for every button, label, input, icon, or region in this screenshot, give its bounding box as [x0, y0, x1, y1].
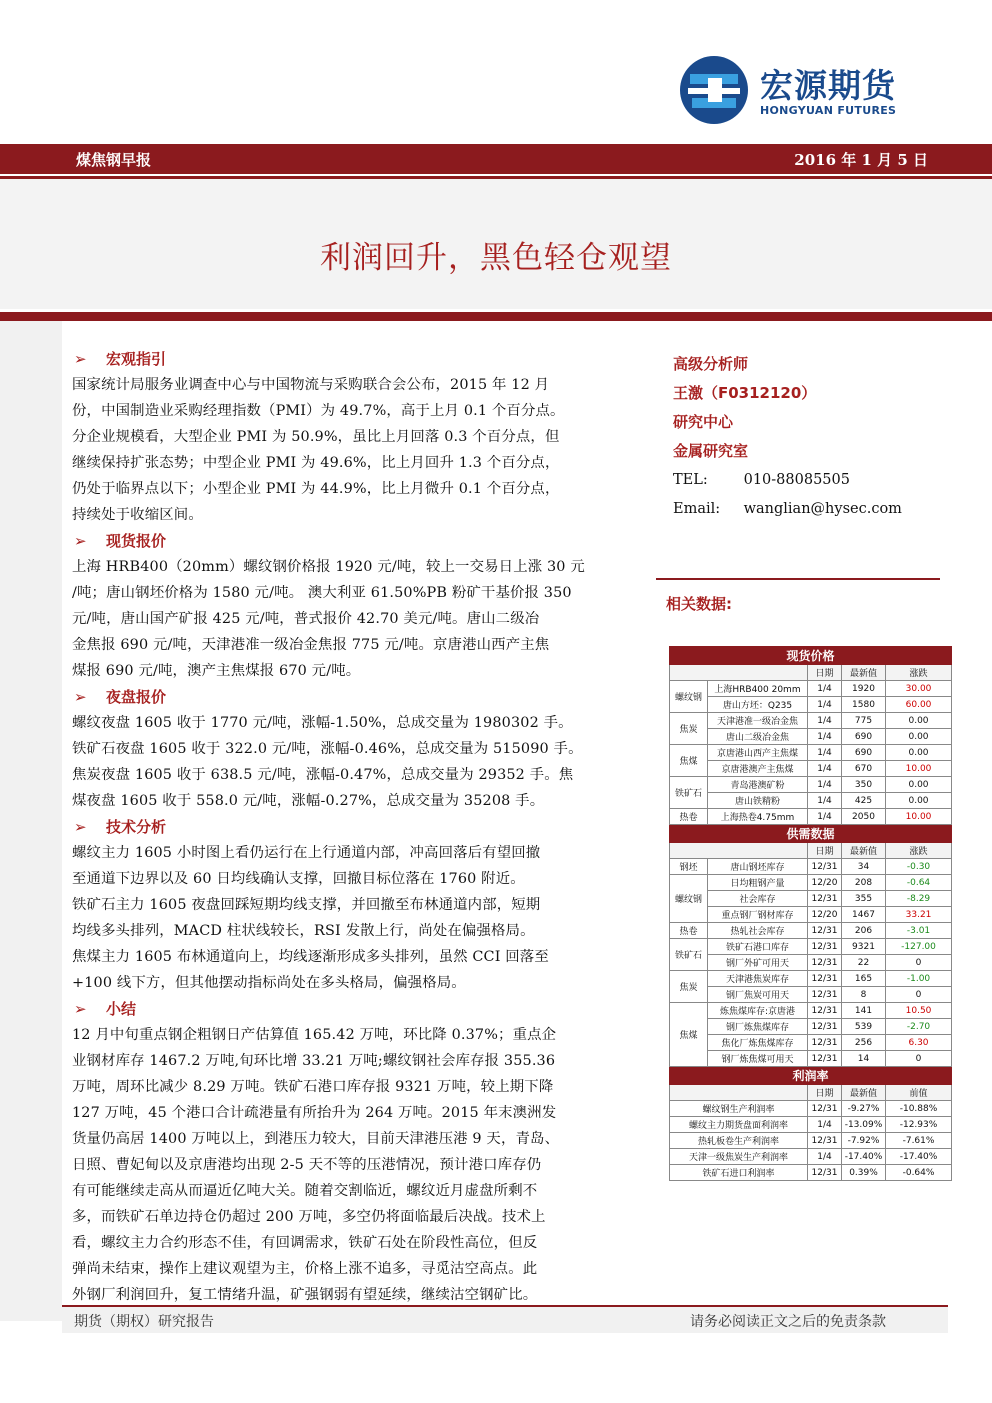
item-value: 34: [842, 859, 886, 875]
item-change: 0.00: [886, 793, 952, 809]
paragraph-line: +100 线下方，但其他摆动指标尚处在多头格局，偏强格局。: [72, 975, 466, 991]
item-change: 0: [886, 955, 952, 971]
item-name: 热轧板卷生产利润率: [670, 1133, 808, 1149]
table-section-title: [670, 647, 952, 665]
tel-value: 010-88085505: [743, 472, 850, 488]
item-change: -0.64: [886, 875, 952, 891]
item-change: 0.00: [886, 729, 952, 745]
paragraph-line: 至通道下边界以及 60 日均线确认支撑，回撤目标位落在 1760 附近。: [72, 871, 525, 887]
header-blank: [670, 843, 808, 859]
email-link[interactable]: wanglian@hysec.com: [743, 501, 902, 517]
item-change: -127.00: [886, 939, 952, 955]
arrow-bullet-icon: ➢: [74, 350, 87, 368]
item-previous: -10.88%: [886, 1101, 952, 1117]
item-date: 1/4: [808, 697, 842, 713]
item-value: 1920: [842, 681, 886, 697]
column-header: 最新值: [842, 1085, 886, 1101]
item-value: 670: [842, 761, 886, 777]
item-name: 钢厂炼焦煤可用天: [708, 1051, 808, 1067]
paragraph-line: 127 万吨，45 个港口合计疏港量有所抬升为 264 万吨。2015 年末澳洲发: [72, 1105, 557, 1121]
section-title-cell: 供需数据: [670, 825, 952, 843]
table-row: [670, 761, 952, 777]
section-paragraph: [72, 1022, 628, 1308]
paragraph-line: 元/吨，唐山国产矿报 425 元/吨，普式报价 42.70 美元/吨。唐山二级冶: [72, 611, 540, 627]
market-data-table: [669, 646, 952, 1181]
item-date: 12/31: [808, 1003, 842, 1019]
table-row: [670, 809, 952, 825]
table-row: [670, 987, 952, 1003]
table-row: [670, 1019, 952, 1035]
section-title-cell: 利润率: [670, 1067, 952, 1085]
item-date: 1/4: [808, 713, 842, 729]
section-heading: [72, 528, 628, 554]
table-row: [670, 777, 952, 793]
header-blank: [670, 665, 808, 681]
item-date: 1/4: [808, 1117, 842, 1133]
page-title: 利润回升，黑色轻仓观望: [320, 240, 672, 276]
item-name: 钢厂焦炭可用天: [708, 987, 808, 1003]
table-row: [670, 859, 952, 875]
item-date: 12/20: [808, 907, 842, 923]
item-previous: -7.61%: [886, 1133, 952, 1149]
item-name: 青岛港澳矿粉: [708, 777, 808, 793]
item-value: 141: [842, 1003, 886, 1019]
left-margin-band: [0, 321, 62, 1321]
table-row: [670, 1003, 952, 1019]
item-value: 1467: [842, 907, 886, 923]
item-date: 1/4: [808, 761, 842, 777]
paragraph-line: 国家统计局服务业调查中心与中国物流与采购联合会公布，2015 年 12 月: [72, 377, 550, 393]
section-heading: [72, 346, 628, 372]
item-date: 1/4: [808, 809, 842, 825]
title-divider: [0, 312, 992, 321]
table-row: [670, 1051, 952, 1067]
email-row: [673, 495, 933, 524]
item-value: 775: [842, 713, 886, 729]
item-date: 12/31: [808, 1035, 842, 1051]
item-name: 天津一级焦炭生产利润率: [670, 1149, 808, 1165]
item-change: -2.70: [886, 1019, 952, 1035]
item-name: 钢厂外矿可用天: [708, 955, 808, 971]
item-change: 0.00: [886, 713, 952, 729]
column-header: 日期: [808, 665, 842, 681]
table-row: [670, 1165, 952, 1181]
item-name: 唐山铁精粉: [708, 793, 808, 809]
footer-bar: [62, 1307, 948, 1333]
item-date: 12/31: [808, 955, 842, 971]
item-change: 30.00: [886, 681, 952, 697]
section-title: 技术分析: [106, 818, 167, 836]
column-header: 前值: [886, 1085, 952, 1101]
table-row: [670, 713, 952, 729]
section-title-cell: 现货价格: [670, 647, 952, 665]
table-row: [670, 681, 952, 697]
item-name: 炼焦煤库存:京唐港: [708, 1003, 808, 1019]
table-row: [670, 1101, 952, 1117]
analyst-sub-dept: 金属研究室: [673, 442, 749, 460]
table-row: [670, 697, 952, 713]
item-name: 螺纹主力期货盘面利润率: [670, 1117, 808, 1133]
item-value: 22: [842, 955, 886, 971]
item-date: 12/31: [808, 1019, 842, 1035]
item-date: 12/31: [808, 1165, 842, 1181]
table-row: [670, 1133, 952, 1149]
item-name: 唐山二级冶金焦: [708, 729, 808, 745]
logo-chinese-name: 宏源期货: [760, 66, 896, 105]
paragraph-line: 螺纹主力 1605 小时图上看仍运行在上行通道内部，冲高回落后有望回撤: [72, 845, 541, 861]
item-name: 社会库存: [708, 891, 808, 907]
table-section-title: [670, 1067, 952, 1085]
related-data-label: 相关数据:: [666, 595, 732, 613]
paragraph-line: 上海 HRB400（20mm）螺纹钢价格报 1920 元/吨，较上一交易日上涨 30 元: [72, 559, 585, 575]
category-cell: 热卷: [670, 809, 708, 825]
analyst-card: [673, 350, 933, 524]
paragraph-line: 有可能继续走高从而逼近亿吨大关。随着交割临近，螺纹近月虚盘所剩不: [72, 1183, 538, 1199]
item-value: 8: [842, 987, 886, 1003]
table-row: [670, 923, 952, 939]
arrow-bullet-icon: ➢: [74, 688, 87, 706]
table-header-row: [670, 665, 952, 681]
item-value: 2050: [842, 809, 886, 825]
item-name: 焦化厂炼焦煤库存: [708, 1035, 808, 1051]
header-blank: [670, 1085, 808, 1101]
arrow-bullet-icon: ➢: [74, 818, 87, 836]
item-value: 14: [842, 1051, 886, 1067]
table-section-title: [670, 825, 952, 843]
paragraph-line: 日照、曹妃甸以及京唐港均出现 2-5 天不等的压港情况，预计港口库存仍: [72, 1157, 542, 1173]
paragraph-line: 业钢材库存 1467.2 万吨,旬环比增 33.21 万吨;螺纹钢社会库存报 355.36: [72, 1053, 556, 1069]
table-row: [670, 891, 952, 907]
item-value: 425: [842, 793, 886, 809]
item-name: 天津港准一级冶金焦: [708, 713, 808, 729]
item-value: -17.40%: [842, 1149, 886, 1165]
paragraph-line: 焦炭夜盘 1605 收于 638.5 元/吨，涨幅-0.47%，总成交量为 29352 手。焦: [72, 767, 574, 783]
item-name: 重点钢厂钢材库存: [708, 907, 808, 923]
report-type: 煤焦钢早报: [76, 151, 152, 169]
sidebar-divider: [656, 578, 940, 580]
section-title: 小结: [106, 1000, 137, 1018]
item-change: 33.21: [886, 907, 952, 923]
item-date: 12/31: [808, 1101, 842, 1117]
item-date: 1/4: [808, 1149, 842, 1165]
table-row: [670, 955, 952, 971]
item-name: 唐山钢坯库存: [708, 859, 808, 875]
item-name: 天津港焦炭库存: [708, 971, 808, 987]
category-cell: 螺纹钢: [670, 681, 708, 713]
item-change: -3.01: [886, 923, 952, 939]
item-change: -8.29: [886, 891, 952, 907]
category-cell: 铁矿石: [670, 777, 708, 809]
item-previous: -17.40%: [886, 1149, 952, 1165]
item-name: 日均粗钢产量: [708, 875, 808, 891]
item-name: 热轧社会库存: [708, 923, 808, 939]
item-change: 0: [886, 987, 952, 1003]
item-previous: -0.64%: [886, 1165, 952, 1181]
report-header-bar: [0, 144, 992, 174]
email-label: Email:: [673, 501, 721, 517]
item-date: 12/20: [808, 875, 842, 891]
section-title: 宏观指引: [106, 350, 167, 368]
item-name: 唐山方坯：Q235: [708, 697, 808, 713]
logo-english-name: HONGYUAN FUTURES: [760, 104, 897, 117]
paragraph-line: 煤夜盘 1605 收于 558.0 元/吨，涨幅-0.27%，总成交量为 35208 手。: [72, 793, 545, 809]
column-header: 最新值: [842, 843, 886, 859]
item-change: -1.00: [886, 971, 952, 987]
paragraph-line: 金焦报 690 元/吨，天津港准一级冶金焦报 775 元/吨。京唐港山西产主焦: [72, 637, 550, 653]
paragraph-line: 均线多头排列，MACD 柱状线较长，RSI 发散上行，尚处在偏强格局。: [72, 923, 535, 939]
section-title: 夜盘报价: [106, 688, 167, 706]
analyst-name: 王激（F0312120）: [673, 384, 817, 402]
item-date: 12/31: [808, 1051, 842, 1067]
item-date: 1/4: [808, 793, 842, 809]
paragraph-line: 仍处于临界点以下；小型企业 PMI 为 44.9%，比上月微升 0.1 个百分点，: [72, 481, 560, 497]
item-value: 355: [842, 891, 886, 907]
arrow-bullet-icon: ➢: [74, 532, 87, 550]
item-name: 上海HRB400 20mm: [708, 681, 808, 697]
item-date: 1/4: [808, 681, 842, 697]
column-header: 最新值: [842, 665, 886, 681]
item-date: 12/31: [808, 923, 842, 939]
category-cell: 螺纹钢: [670, 875, 708, 923]
section-title: 现货报价: [106, 532, 167, 550]
item-change: 0.00: [886, 777, 952, 793]
item-value: 690: [842, 745, 886, 761]
paragraph-line: 外钢厂利润回升，复工情绪升温，矿强钢弱有望延续，继续沽空钢矿比。: [72, 1287, 538, 1303]
footer-report-type: 期货（期权）研究报告: [74, 1314, 214, 1330]
category-cell: 铁矿石: [670, 939, 708, 971]
section-heading: [72, 684, 628, 710]
table-row: [670, 875, 952, 891]
paragraph-line: 螺纹夜盘 1605 收于 1770 元/吨，涨幅-1.50%，总成交量为 1980302 手。: [72, 715, 573, 731]
section-paragraph: [72, 554, 628, 684]
paragraph-line: 继续保持扩张态势；中型企业 PMI 为 49.6%，比上月回升 1.3 个百分点，: [72, 455, 560, 471]
item-value: 9321: [842, 939, 886, 955]
column-header: 涨跌: [886, 843, 952, 859]
item-change: 10.50: [886, 1003, 952, 1019]
table-row: [670, 729, 952, 745]
category-cell: 焦煤: [670, 1003, 708, 1067]
table-row: [670, 793, 952, 809]
table-row: [670, 971, 952, 987]
hongyuan-logo-icon: [678, 54, 750, 126]
table-header-row: [670, 843, 952, 859]
item-value: -7.92%: [842, 1133, 886, 1149]
paragraph-line: 万吨，周环比减少 8.29 万吨。铁矿石港口库存报 9321 万吨，较上期下降: [72, 1079, 554, 1095]
item-value: -9.27%: [842, 1101, 886, 1117]
paragraph-line: 份，中国制造业采购经理指数（PMI）为 49.7%，高于上月 0.1 个百分点。: [72, 403, 565, 419]
report-body: [72, 346, 628, 1308]
paragraph-line: 铁矿石夜盘 1605 收于 322.0 元/吨，涨幅-0.46%，总成交量为 515090 手。: [72, 741, 583, 757]
table-row: [670, 1149, 952, 1165]
item-value: 539: [842, 1019, 886, 1035]
item-change: 60.00: [886, 697, 952, 713]
section-heading: [72, 814, 628, 840]
paragraph-line: 12 月中旬重点钢企粗钢日产估算值 165.42 万吨，环比降 0.37%；重点企: [72, 1027, 557, 1043]
paragraph-line: 焦煤主力 1605 布林通道向上，均线逐渐形成多头排列，虽然 CCI 回落至: [72, 949, 549, 965]
column-header: 日期: [808, 843, 842, 859]
paragraph-line: 铁矿石主力 1605 夜盘回踩短期均线支撑，并回撤至布林通道内部，短期: [72, 897, 541, 913]
item-date: 12/31: [808, 1133, 842, 1149]
report-date: 2016 年 1 月 5 日: [794, 151, 928, 169]
category-cell: 焦炭: [670, 971, 708, 1003]
item-change: -0.30: [886, 859, 952, 875]
category-cell: 钢坯: [670, 859, 708, 875]
item-change: 0: [886, 1051, 952, 1067]
item-change: 10.00: [886, 761, 952, 777]
item-name: 铁矿石进口利润率: [670, 1165, 808, 1181]
item-name: 螺纹钢生产利润率: [670, 1101, 808, 1117]
paragraph-line: 弹尚未结束，操作上建议观望为主，价格上涨不追多，寻觅沽空高点。此: [72, 1261, 538, 1277]
item-change: 10.00: [886, 809, 952, 825]
table-row: [670, 907, 952, 923]
item-value: 206: [842, 923, 886, 939]
table-row: [670, 1117, 952, 1133]
item-date: 12/31: [808, 859, 842, 875]
category-cell: 焦炭: [670, 713, 708, 745]
item-value: 208: [842, 875, 886, 891]
paragraph-line: /吨；唐山钢坯价格为 1580 元/吨。 澳大利亚 61.50%PB 粉矿干基价报 350: [72, 585, 572, 601]
arrow-bullet-icon: ➢: [74, 1000, 87, 1018]
paragraph-line: 多，而铁矿石单边持仓仍超过 200 万吨，多空仍将面临最后决战。技术上: [72, 1209, 546, 1225]
item-value: 1580: [842, 697, 886, 713]
item-value: -13.09%: [842, 1117, 886, 1133]
column-header: 日期: [808, 1085, 842, 1101]
tel-row: [673, 466, 933, 495]
item-name: 铁矿石港口库存: [708, 939, 808, 955]
item-name: 京唐港山西产主焦煤: [708, 745, 808, 761]
item-date: 12/31: [808, 987, 842, 1003]
item-date: 1/4: [808, 745, 842, 761]
item-change: 6.30: [886, 1035, 952, 1051]
table-row: [670, 1035, 952, 1051]
table-row: [670, 939, 952, 955]
footer-disclaimer: 请务必阅读正文之后的免责条款: [690, 1314, 886, 1330]
item-value: 0.39%: [842, 1165, 886, 1181]
item-date: 12/31: [808, 939, 842, 955]
paragraph-line: 持续处于收缩区间。: [72, 507, 203, 523]
item-value: 350: [842, 777, 886, 793]
section-paragraph: [72, 710, 628, 814]
item-date: 1/4: [808, 777, 842, 793]
item-name: 上海热卷4.75mm: [708, 809, 808, 825]
item-date: 1/4: [808, 729, 842, 745]
tel-label: TEL:: [673, 472, 708, 488]
paragraph-line: 分企业规模看，大型企业 PMI 为 50.9%，虽比上月回落 0.3 个百分点，但: [72, 429, 560, 445]
item-date: 12/31: [808, 891, 842, 907]
item-change: 0.00: [886, 745, 952, 761]
item-previous: -12.93%: [886, 1117, 952, 1133]
item-name: 钢厂炼焦煤库存: [708, 1019, 808, 1035]
item-name: 京唐港澳产主焦煤: [708, 761, 808, 777]
column-header: 涨跌: [886, 665, 952, 681]
analyst-dept: 研究中心: [673, 413, 734, 431]
item-value: 690: [842, 729, 886, 745]
section-paragraph: [72, 840, 628, 996]
paragraph-line: 货量仍高居 1400 万吨以上，到港压力较大，目前天津港压港 9 天，青岛、: [72, 1131, 560, 1147]
table-row: [670, 745, 952, 761]
item-value: 165: [842, 971, 886, 987]
section-paragraph: [72, 372, 628, 528]
category-cell: 焦煤: [670, 745, 708, 777]
category-cell: 热卷: [670, 923, 708, 939]
paragraph-line: 看，螺纹主力合约形态不佳，有回调需求，铁矿石处在阶段性高位，但反: [72, 1235, 538, 1251]
item-date: 12/31: [808, 971, 842, 987]
section-heading: [72, 996, 628, 1022]
analyst-role: 高级分析师: [673, 355, 749, 373]
paragraph-line: 煤报 690 元/吨，澳产主焦煤报 670 元/吨。: [72, 663, 361, 679]
company-logo: [678, 54, 918, 126]
item-value: 256: [842, 1035, 886, 1051]
table-header-row: [670, 1085, 952, 1101]
